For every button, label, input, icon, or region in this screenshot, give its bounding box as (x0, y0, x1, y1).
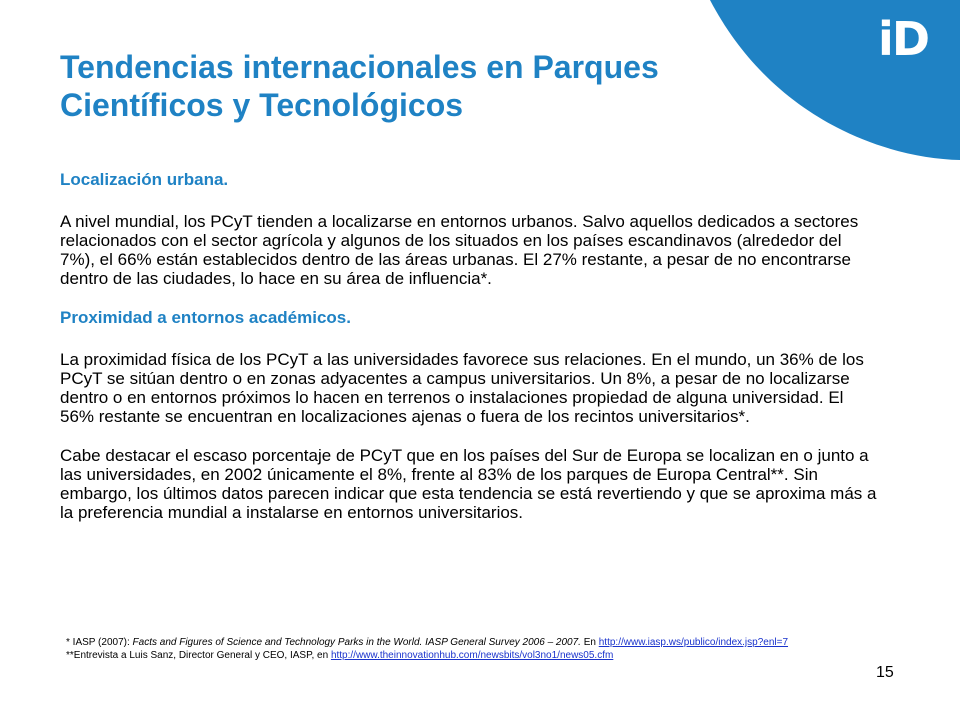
footnote-1-link[interactable]: http://www.iasp.ws/publico/index.jsp?enl=7 (598, 637, 789, 648)
footnote-1-mid: En (580, 637, 599, 648)
paragraph-academic-2: Cabe destacar el escaso porcentaje de PCyT que en los países del Sur de Europa se localizan en o junto a las universidades, en 2002 únicamente el 8%, frente al 83% de los parques de Europa Central**. Sin embargo, los últimos datos parecen indicar que esta tendencia se está revertiendo y que se aproxima más a la preferencia mundial a instalarse en entornos universitarios. (60, 446, 877, 522)
slide-body (60, 170, 880, 542)
footnote-2-prefix: **Entrevista a Luis Sanz, Director General y CEO, IASP, en (66, 650, 331, 661)
page-number: 15 (876, 664, 894, 681)
footnote-1-title: Facts and Figures of Science and Technology Parks in the World. IASP General Survey 2006 – 2007. (132, 637, 581, 648)
section-heading-academic: Proximidad a entornos académicos. (60, 308, 351, 327)
page-title (60, 48, 820, 124)
footnote-2-link[interactable]: http://www.theinnovationhub.com/newsbits/vol3no1/news05.cfm (330, 650, 614, 661)
footnote-2 (66, 649, 886, 662)
footnote-1-prefix: * IASP (2007): (66, 637, 133, 648)
paragraph-academic-1: La proximidad física de los PCyT a las universidades favorece sus relaciones. En el mundo, un 36% de los PCyT se sitúan dentro o en zonas adyacentes a campus universitarios. Un 8%, a pesar de no localizarse dentro o en entornos próximos lo hacen en terrenos o instalaciones propiedad de alguna universidad. El 56% restante se encuentran en localizaciones ajenas o fuera de los recintos universitarios*. (60, 350, 864, 426)
title-line-2: Científicos y Tecnológicos (60, 87, 464, 123)
brand-logo: iD (878, 12, 928, 66)
footnotes (66, 636, 886, 662)
paragraph-urban: A nivel mundial, los PCyT tienden a localizarse en entornos urbanos. Salvo aquellos dedicados a sectores relacionados con el sector agrícola y algunos de los situados en los países escandinavos (alrededor del 7%), el 66% están establecidos dentro de las áreas urbanas. El 27% restante, a pesar de no encontrarse dentro de las ciudades, lo hace en su área de influencia*. (60, 212, 859, 288)
footnote-1 (66, 636, 886, 649)
title-line-1: Tendencias internacionales en Parques (60, 49, 659, 85)
section-heading-urban: Localización urbana. (60, 170, 229, 189)
